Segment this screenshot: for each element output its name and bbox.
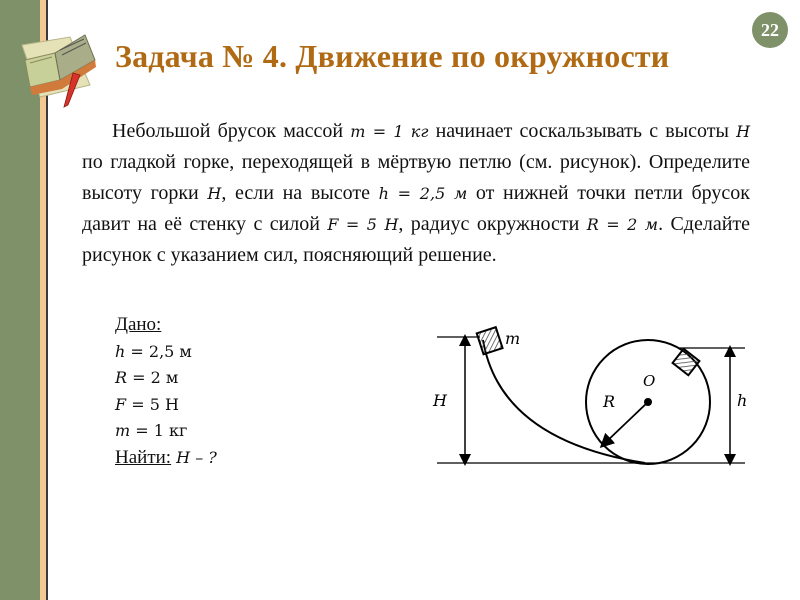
problem-text: . Сделайте рисунок с указанием сил, поясняющий решение. bbox=[82, 213, 751, 266]
find-value: H – ? bbox=[171, 447, 217, 467]
find-header: Найти: bbox=[115, 446, 172, 468]
label-R: R bbox=[603, 392, 616, 411]
block-loop bbox=[673, 349, 700, 375]
given-row bbox=[115, 365, 217, 392]
given-row bbox=[115, 418, 217, 445]
given-var: F bbox=[115, 394, 127, 414]
problem-text: , радиус окружности bbox=[398, 213, 587, 235]
slide-title: Задача № 4. Движение по окружности bbox=[115, 38, 670, 74]
slide-curve bbox=[483, 340, 645, 463]
given-var: h bbox=[115, 341, 126, 361]
given-var: R bbox=[115, 368, 128, 387]
problem-text: , если на высоте bbox=[221, 182, 379, 204]
problem-statement bbox=[82, 116, 750, 271]
formula-radius: R = 2 м bbox=[586, 215, 659, 234]
formula-height: H bbox=[207, 184, 222, 203]
given-value: = 2 м bbox=[127, 368, 179, 387]
given-value: = 1 кг bbox=[130, 421, 188, 440]
loop-diagram bbox=[415, 320, 765, 475]
block-top bbox=[477, 327, 503, 354]
formula-h: h = 2,5 м bbox=[378, 184, 468, 203]
label-m: m bbox=[505, 329, 521, 348]
label-h: h bbox=[737, 391, 748, 410]
label-H: H bbox=[433, 391, 447, 410]
given-var: m bbox=[115, 421, 131, 440]
book-and-pencil-icon bbox=[10, 15, 100, 110]
given-value: = 2,5 м bbox=[125, 341, 192, 361]
given-header: Дано: bbox=[115, 314, 162, 335]
problem-text: от нижней точки петли брусок давит на её стенку с силой bbox=[82, 182, 750, 235]
given-value: = 5 Н bbox=[126, 394, 179, 414]
problem-text: начинает соскальзывать с высоты bbox=[428, 120, 737, 142]
label-O: O bbox=[643, 372, 656, 390]
given-row bbox=[115, 339, 217, 366]
formula-force: F = 5 Н bbox=[327, 215, 399, 234]
given-block bbox=[115, 312, 217, 471]
page-number-badge: 22 bbox=[752, 12, 788, 48]
problem-text: Небольшой брусок массой bbox=[112, 120, 351, 142]
given-row bbox=[115, 392, 217, 419]
problem-text: по гладкой горке, переходящей в мёртвую петлю (см. рисунок). Определите высоту горки bbox=[82, 151, 750, 204]
find-row bbox=[115, 445, 217, 472]
formula-height: H bbox=[736, 122, 751, 141]
formula-mass: m = 1 кг bbox=[350, 122, 429, 141]
